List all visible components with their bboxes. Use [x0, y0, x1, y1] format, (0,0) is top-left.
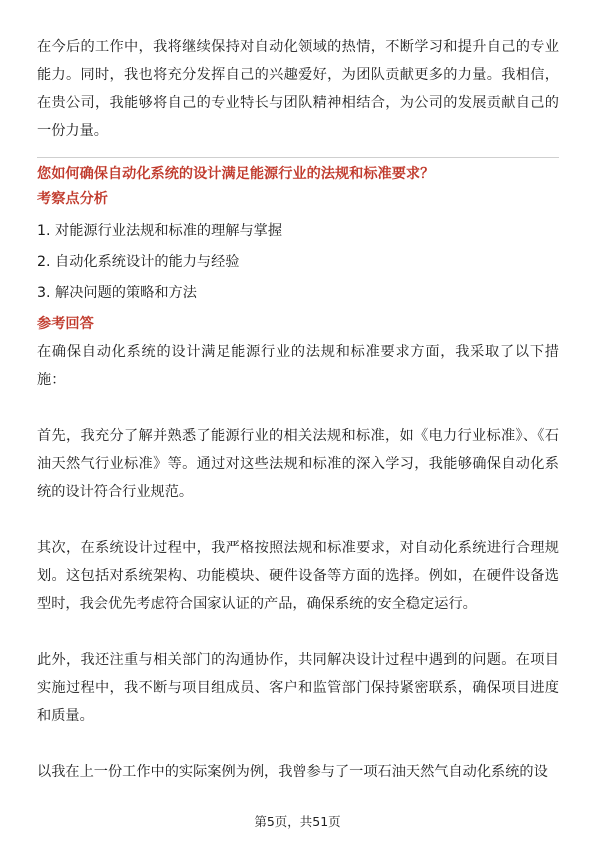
- intro-paragraph: 在今后的工作中，我将继续保持对自动化领域的热情，不断学习和提升自己的专业能力。同时，我也将充分发挥自己的兴趣爱好，为团队贡献更多的力量。我相信，在贵公司，我能够将自己的专业特长与团队精神相结合，为公司的发展贡献自己的一份力量。: [37, 39, 559, 139]
- section-divider: [37, 157, 559, 158]
- answer-paragraph: 首先，我充分了解并熟悉了能源行业的相关法规和标准，如《电力行业标准》、《石油天然气行业标准》等。通过对这些法规和标准的深入学习，我能够确保自动化系统的设计符合行业规范。: [37, 428, 559, 500]
- answer-paragraph: 在确保自动化系统的设计满足能源行业的法规和标准要求方面，我采取了以下措施：: [37, 344, 559, 388]
- answer-paragraph: 此外，我还注重与相关部门的沟通协作，共同解决设计过程中遇到的问题。在项目实施过程中，我不断与项目组成员、客户和监管部门保持紧密联系，确保项目进度和质量。: [37, 652, 559, 724]
- page-footer: 第5页，共51页: [254, 814, 341, 829]
- analysis-item: 2. 自动化系统设计的能力与经验: [37, 254, 240, 270]
- analysis-item: 1. 对能源行业法规和标准的理解与掌握: [37, 223, 283, 239]
- answer-paragraph: 其次，在系统设计过程中，我严格按照法规和标准要求，对自动化系统进行合理规划。这包括对系统架构、功能模块、硬件设备等方面的选择。例如，在硬件设备选型时，我会优先考虑符合国家认证的产品，确保系统的安全稳定运行。: [37, 540, 559, 612]
- answer-paragraph: 以我在上一份工作中的实际案例为例，我曾参与了一项石油天然气自动化系统的设: [37, 764, 548, 780]
- answer-body: [37, 338, 559, 814]
- analysis-title: 考察点分析: [37, 191, 108, 207]
- question-heading: 您如何确保自动化系统的设计满足能源行业的法规和标准要求？: [37, 166, 435, 182]
- analysis-item: 3. 解决问题的策略和方法: [37, 285, 197, 301]
- answer-title: 参考回答: [37, 316, 94, 332]
